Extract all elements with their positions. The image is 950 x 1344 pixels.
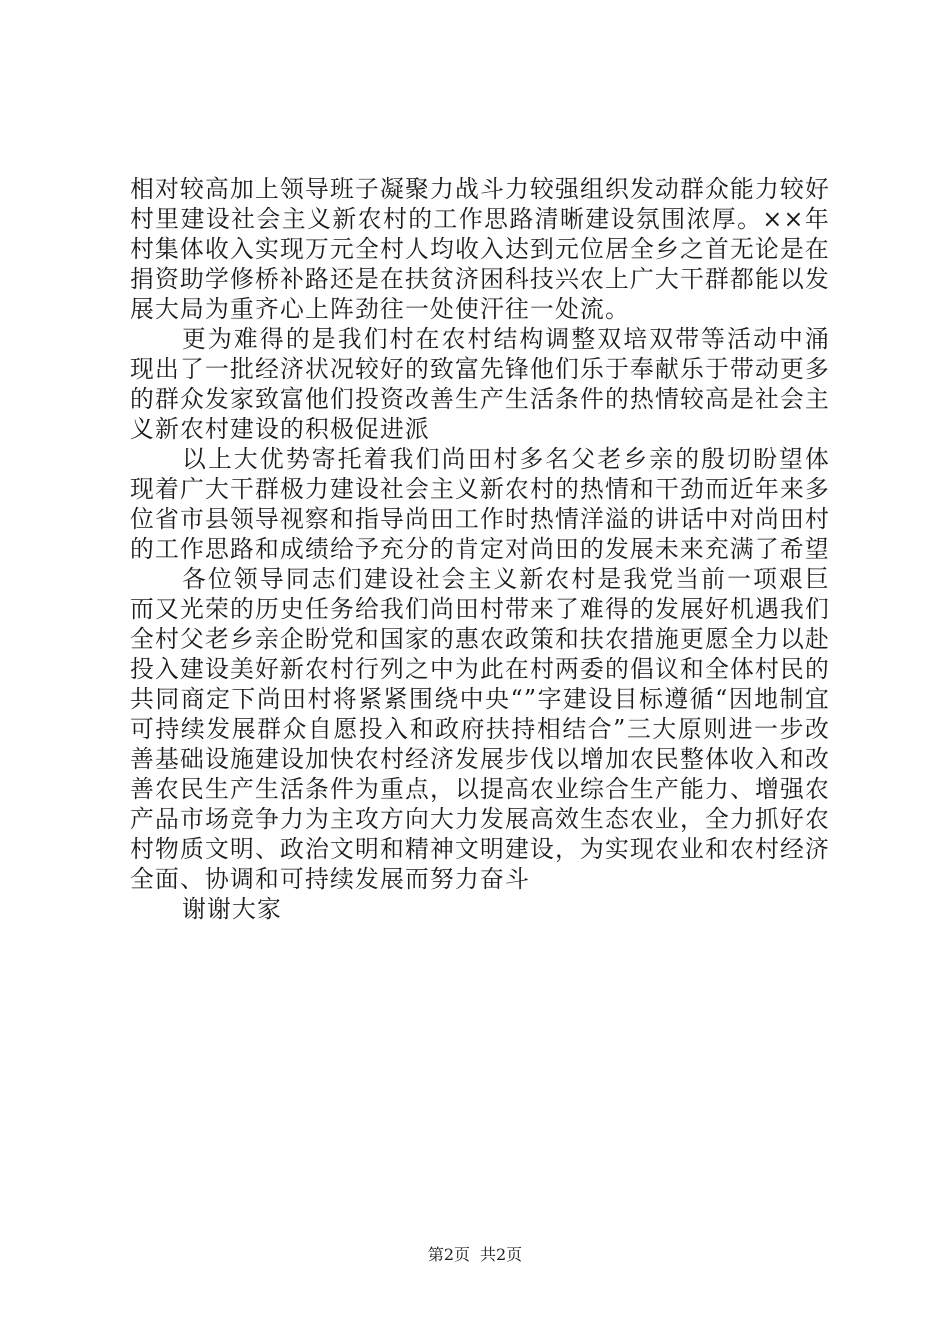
paragraph-pioneers: 更为难得的是我们村在农村结构调整双培双带等活动中涌现出了一批经济状况较好的致富先锋他们乐于奉献乐于带动更多的群众发家致富他们投资改善生产生活条件的热情较高是社会主义新农村建设的积极促进派 — [130, 325, 830, 443]
page-number: 第2页 — [427, 1245, 470, 1264]
paragraph-advantages: 以上大优势寄托着我们尚田村多名父老乡亲的殷切盼望体现着广大干群极力建设社会主义新农村的热情和干劲而近年来多位省市县领导视察和指导尚田工作时热情洋溢的讲话中对尚田村的工作思路和成绩给予充分的肯定对尚田的发展未来充满了希望 — [130, 445, 830, 563]
paragraph-continued: 相对较高加上领导班子凝聚力战斗力较强组织发动群众能力较好村里建设社会主义新农村的工作思路清晰建设氛围浓厚。××年村集体收入实现万元全村人均收入达到元位居全乡之首无论是在捐资助学修桥补路还是在扶贫济困科技兴农上广大干群都能以发展大局为重齐心上阵劲往一处使汗往一处流。 — [130, 175, 830, 323]
paragraph-closing: 谢谢大家 — [182, 895, 282, 923]
total-pages: 共2页 — [480, 1245, 523, 1264]
document-body — [130, 174, 830, 924]
page-footer — [0, 1245, 950, 1265]
paragraph-goals: 各位领导同志们建设社会主义新农村是我党当前一项艰巨而又光荣的历史任务给我们尚田村带来了难得的发展好机遇我们全村父老乡亲企盼党和国家的惠农政策和扶农措施更愿全力以赴投入建设美好新农村行列之中为此在村两委的倡议和全体村民的共同商定下尚田村将紧紧围绕中央“”字建设目标遵循“因地制宜可持续发展群众自愿投入和政府扶持相结合”三大原则进一步改善基础设施建设加快农村经济发展步伐以增加农民整体收入和改善农民生产生活条件为重点，以提高农业综合生产能力、增强农产品市场竞争力为主攻方向大力发展高效生态农业，全力抓好农村物质文明、政治文明和精神文明建设，为实现农业和农村经济全面、协调和可持续发展而努力奋斗 — [130, 565, 830, 893]
